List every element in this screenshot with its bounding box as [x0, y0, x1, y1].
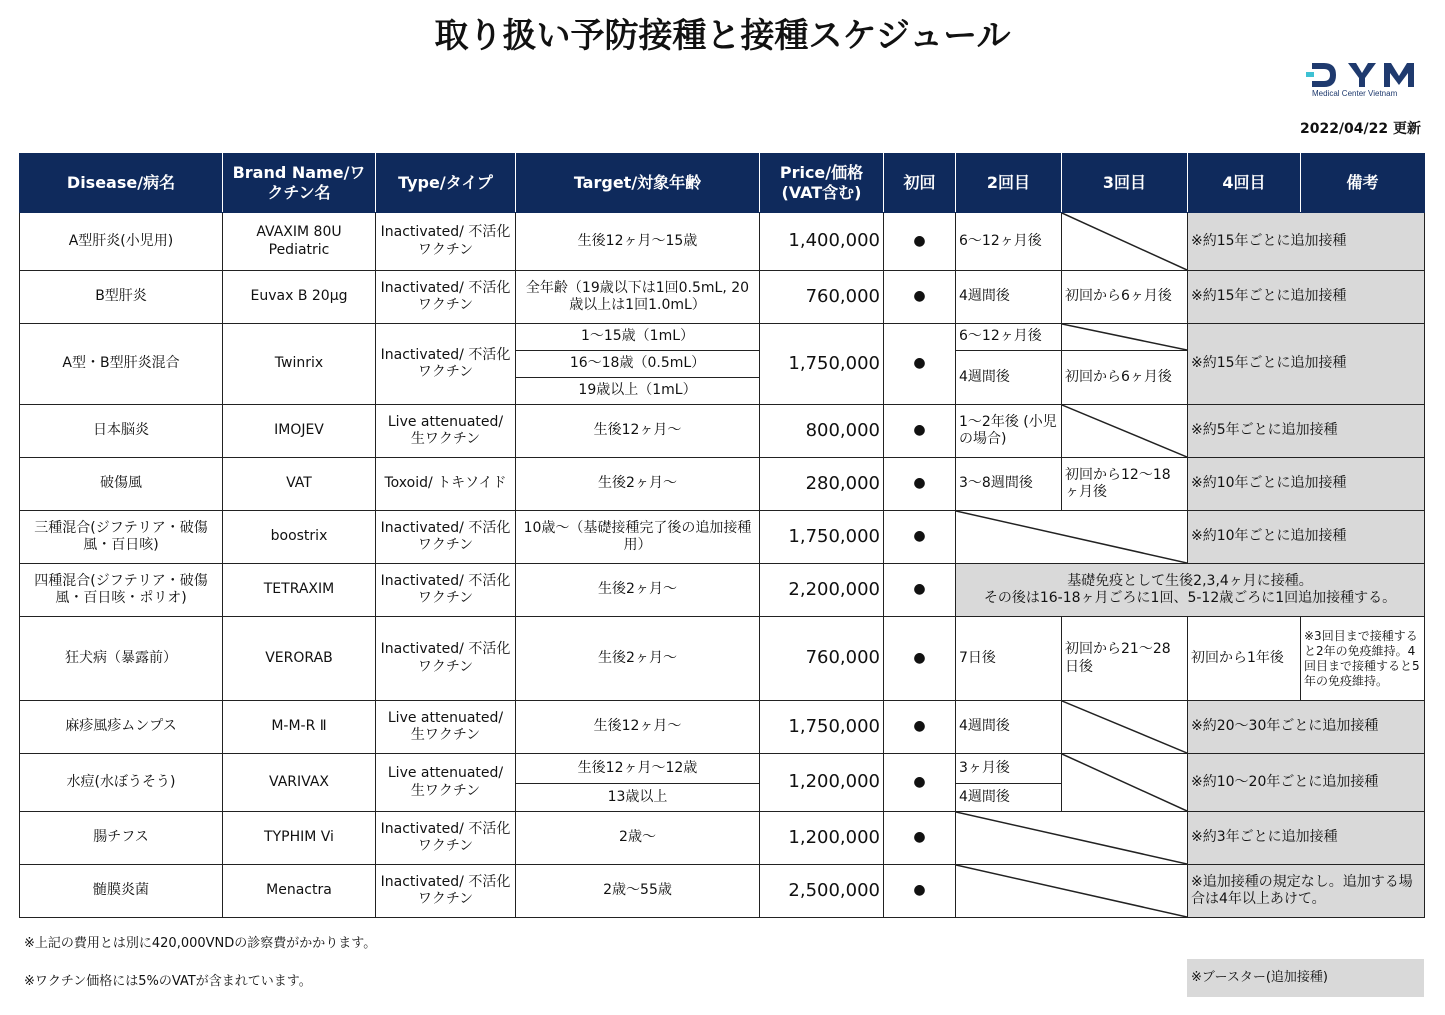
- dose1-dot: ●: [884, 511, 956, 564]
- type-cell: Live attenuated/ 生ワクチン: [376, 754, 516, 812]
- table-row: [20, 754, 1425, 784]
- type-cell: Inactivated/ 不活化ワクチン: [376, 511, 516, 564]
- disease-cell: A型・B型肝炎混合: [20, 324, 223, 405]
- price-cell: 1,200,000: [760, 754, 884, 812]
- header-target: Target/対象年齢: [516, 154, 760, 213]
- price-cell: 1,400,000: [760, 213, 884, 271]
- disease-cell: 水痘(水ぼうそう): [20, 754, 223, 812]
- footnote-vat: ※ワクチン価格には5%のVATが含まれています。: [24, 974, 312, 989]
- header-dose3: 3回目: [1062, 154, 1188, 213]
- brand-cell: M-M-R Ⅱ: [223, 701, 376, 754]
- dose1-dot: ●: [884, 324, 956, 405]
- remarks-cell: ※約10年ごとに追加接種: [1188, 511, 1425, 564]
- price-cell: 1,750,000: [760, 324, 884, 405]
- target-cell: 2歳～55歳: [516, 865, 760, 918]
- price-cell: 280,000: [760, 458, 884, 511]
- target-cell: 全年齢（19歳以下は1回0.5mL, 20歳以上は1回1.0mL）: [516, 271, 760, 324]
- target-cell: 生後12ヶ月～15歳: [516, 213, 760, 271]
- remarks-cell: ※約15年ごとに追加接種: [1188, 324, 1425, 405]
- disease-cell: 麻疹風疹ムンプス: [20, 701, 223, 754]
- price-cell: 1,750,000: [760, 701, 884, 754]
- dose2-cell: 1～2年後 (小児の場合): [956, 405, 1062, 458]
- dose1-dot: ●: [884, 564, 956, 617]
- header-disease: Disease/病名: [20, 154, 223, 213]
- dose1-dot: ●: [884, 754, 956, 812]
- disease-cell: B型肝炎: [20, 271, 223, 324]
- empty-slash-cell: [956, 511, 1188, 564]
- header-brand: Brand Name/ワクチン名: [223, 154, 376, 213]
- disease-cell: A型肝炎(小児用): [20, 213, 223, 271]
- header-price: Price/価格(VAT含む): [760, 154, 884, 213]
- dose2-cell: 4週間後: [956, 271, 1062, 324]
- price-cell: 2,500,000: [760, 865, 884, 918]
- target-cell: 10歳～（基礎接種完了後の追加接種用）: [516, 511, 760, 564]
- dose2-cell: 3～8週間後: [956, 458, 1062, 511]
- schedule-note-line: 基礎免疫として生後2,3,4ヶ月に接種。: [1067, 572, 1313, 589]
- brand-cell: AVAXIM 80U Pediatric: [223, 213, 376, 271]
- empty-slash-cell: [1062, 754, 1188, 812]
- empty-slash-cell: [1062, 324, 1188, 351]
- type-cell: Inactivated/ 不活化ワクチン: [376, 564, 516, 617]
- remarks-cell: ※約10～20年ごとに追加接種: [1188, 754, 1425, 812]
- booster-legend: ※ブースター(追加接種): [1187, 959, 1424, 997]
- dose3-cell: 初回から12～18ヶ月後: [1062, 458, 1188, 511]
- target-cell: 19歳以上（1mL）: [516, 378, 760, 405]
- dose1-dot: ●: [884, 405, 956, 458]
- target-cell: 生後12ヶ月～: [516, 405, 760, 458]
- table-row: [20, 812, 1425, 865]
- price-cell: 760,000: [760, 271, 884, 324]
- table-row: [20, 701, 1425, 754]
- dose1-dot: ●: [884, 617, 956, 701]
- empty-slash-cell: [1062, 405, 1188, 458]
- remarks-cell: ※約5年ごとに追加接種: [1188, 405, 1425, 458]
- header-dose2: 2回目: [956, 154, 1062, 213]
- empty-slash-cell: [956, 812, 1188, 865]
- type-cell: Inactivated/ 不活化ワクチン: [376, 812, 516, 865]
- type-cell: Inactivated/ 不活化ワクチン: [376, 213, 516, 271]
- type-cell: Inactivated/ 不活化ワクチン: [376, 865, 516, 918]
- brand-cell: VAT: [223, 458, 376, 511]
- dose2-cell: 6～12ヶ月後: [956, 213, 1062, 271]
- remarks-cell: ※3回目まで接種すると2年の免疫維持。4回目まで接種すると5年の免疫維持。: [1301, 617, 1425, 701]
- target-cell: 1～15歳（1mL）: [516, 324, 760, 351]
- remarks-cell: ※約3年ごとに追加接種: [1188, 812, 1425, 865]
- empty-slash-cell: [1062, 701, 1188, 754]
- dym-logo-mark: [1302, 60, 1422, 90]
- dose1-dot: ●: [884, 865, 956, 918]
- brand-cell: Menactra: [223, 865, 376, 918]
- table-row: [20, 271, 1425, 324]
- remarks-cell: ※約10年ごとに追加接種: [1188, 458, 1425, 511]
- remarks-cell: ※約15年ごとに追加接種: [1188, 271, 1425, 324]
- dose3-cell: 初回から6ヶ月後: [1062, 351, 1188, 405]
- table-row: [20, 324, 1425, 351]
- table-row: [20, 511, 1425, 564]
- brand-cell: VARIVAX: [223, 754, 376, 812]
- vaccine-schedule-table: [19, 153, 1425, 918]
- type-cell: Toxoid/ トキソイド: [376, 458, 516, 511]
- dose4-cell: 初回から1年後: [1188, 617, 1301, 701]
- price-cell: 1,200,000: [760, 812, 884, 865]
- brand-cell: Euvax B 20μg: [223, 271, 376, 324]
- table-row: [20, 458, 1425, 511]
- dose1-dot: ●: [884, 458, 956, 511]
- type-cell: Inactivated/ 不活化ワクチン: [376, 617, 516, 701]
- header-type: Type/タイプ: [376, 154, 516, 213]
- disease-cell: 日本脳炎: [20, 405, 223, 458]
- table-row: [20, 564, 1425, 617]
- updated-date: 2022/04/22 更新: [1299, 121, 1421, 137]
- dose2-cell: 3ヶ月後: [956, 754, 1062, 784]
- header-row: [20, 154, 1425, 213]
- brand-cell: VERORAB: [223, 617, 376, 701]
- disease-cell: 破傷風: [20, 458, 223, 511]
- target-cell: 2歳～: [516, 812, 760, 865]
- disease-cell: 髄膜炎菌: [20, 865, 223, 918]
- remarks-cell: ※追加接種の規定なし。追加する場合は4年以上あけて。: [1188, 865, 1425, 918]
- empty-slash-cell: [1062, 213, 1188, 271]
- price-cell: 1,750,000: [760, 511, 884, 564]
- brand-cell: TETRAXIM: [223, 564, 376, 617]
- brand-cell: boostrix: [223, 511, 376, 564]
- price-cell: 800,000: [760, 405, 884, 458]
- dose1-dot: ●: [884, 271, 956, 324]
- disease-cell: 四種混合(ジフテリア・破傷風・百日咳・ポリオ): [20, 564, 223, 617]
- table-row: [20, 617, 1425, 701]
- schedule-note-line: その後は16-18ヶ月ごろに1回、5-12歳ごろに1回追加接種する。: [983, 590, 1397, 606]
- target-cell: 生後2ヶ月～: [516, 458, 760, 511]
- remarks-cell: ※約20～30年ごとに追加接種: [1188, 701, 1425, 754]
- target-cell: 生後2ヶ月～: [516, 617, 760, 701]
- brand-cell: TYPHIM Vi: [223, 812, 376, 865]
- dose2-cell: 7日後: [956, 617, 1062, 701]
- price-cell: 760,000: [760, 617, 884, 701]
- target-cell: 13歳以上: [516, 784, 760, 812]
- type-cell: Live attenuated/ 生ワクチン: [376, 405, 516, 458]
- remarks-cell: ※約15年ごとに追加接種: [1188, 213, 1425, 271]
- dose1-dot: ●: [884, 812, 956, 865]
- type-cell: Inactivated/ 不活化ワクチン: [376, 271, 516, 324]
- price-cell: 2,200,000: [760, 564, 884, 617]
- header-dose4: 4回目: [1188, 154, 1301, 213]
- dose2-cell: 6～12ヶ月後: [956, 324, 1062, 351]
- header-remarks: 備考: [1301, 154, 1425, 213]
- target-cell: 16～18歳（0.5mL）: [516, 351, 760, 378]
- table-row: [20, 213, 1425, 271]
- dose2-cell: 4週間後: [956, 701, 1062, 754]
- target-cell: 生後12ヶ月～12歳: [516, 754, 760, 784]
- table-row: [20, 405, 1425, 458]
- disease-cell: 腸チフス: [20, 812, 223, 865]
- dose2-cell: 4週間後: [956, 784, 1062, 812]
- dose3-cell: 初回から6ヶ月後: [1062, 271, 1188, 324]
- dose1-dot: ●: [884, 213, 956, 271]
- target-cell: 生後2ヶ月～: [516, 564, 760, 617]
- dose3-cell: 初回から21～28日後: [1062, 617, 1188, 701]
- dose1-dot: ●: [884, 701, 956, 754]
- table-row: [20, 865, 1425, 918]
- type-cell: Inactivated/ 不活化ワクチン: [376, 324, 516, 405]
- dose2-cell: 4週間後: [956, 351, 1062, 405]
- target-cell: 生後12ヶ月～: [516, 701, 760, 754]
- logo-subtitle: Medical Center Vietnam: [1312, 89, 1398, 98]
- brand-cell: IMOJEV: [223, 405, 376, 458]
- type-cell: Live attenuated/ 生ワクチン: [376, 701, 516, 754]
- brand-cell: Twinrix: [223, 324, 376, 405]
- page-title: 取り扱い予防接種と接種スケジュール: [434, 16, 1011, 56]
- footnote-consultation-fee: ※上記の費用とは別に420,000VNDの診察費がかかります。: [24, 936, 377, 951]
- empty-slash-cell: [956, 865, 1188, 918]
- schedule-note-cell: [956, 564, 1425, 617]
- disease-cell: 狂犬病（暴露前）: [20, 617, 223, 701]
- disease-cell: 三種混合(ジフテリア・破傷風・百日咳): [20, 511, 223, 564]
- header-dose1: 初回: [884, 154, 956, 213]
